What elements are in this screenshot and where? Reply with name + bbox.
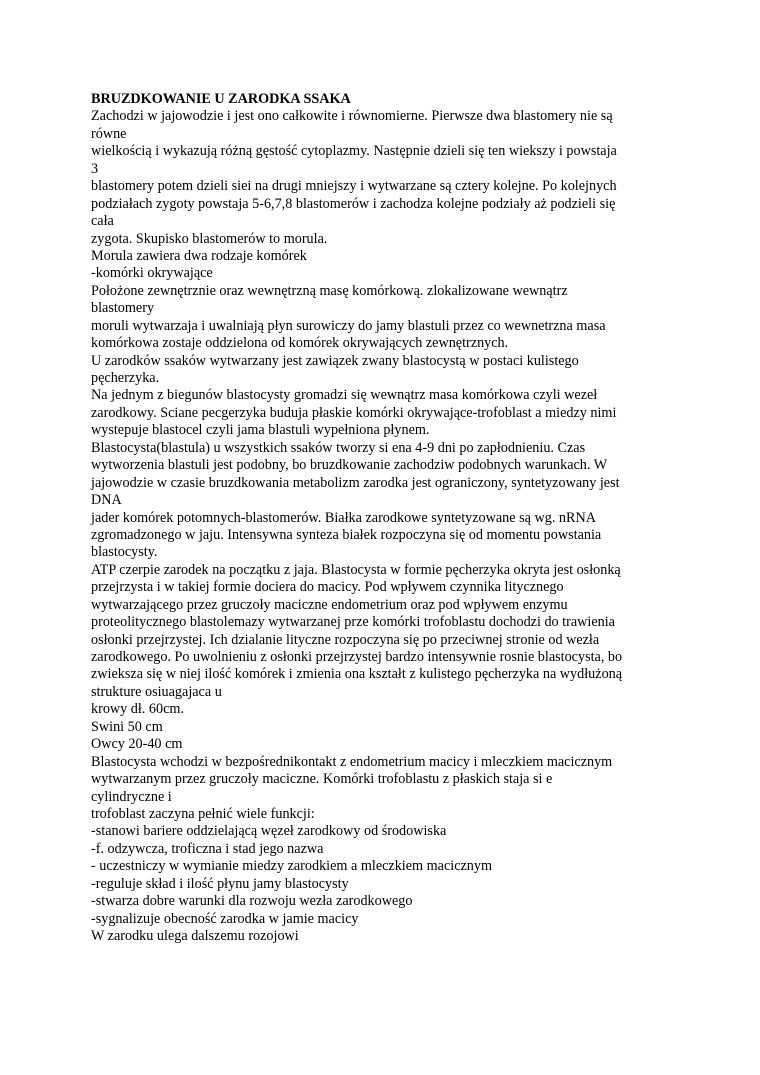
text-line: -sygnalizuje obecność zarodka w jamie macicy: [91, 910, 359, 927]
text-line: komórkowa zostaje oddzielona od komórek okrywających zewnętrznych.: [91, 335, 509, 352]
text-line: W zarodku ulega dalszemu rozojowi: [91, 928, 299, 944]
text-line: Swini 50 cm: [91, 718, 163, 735]
text-line: blastocysty.: [91, 544, 158, 561]
text-line: Na jednym z biegunów blastocysty gromadzi się wewnątrz masa komórkowa czyli wezeł: [91, 387, 598, 404]
text-line: trofoblast zaczyna pełnić wiele funkcji:: [91, 805, 315, 822]
text-line: -stwarza dobre warunki dla rozwoju wezła zarodkowego: [91, 893, 413, 910]
text-line: proteolitycznego blastolemazy wytwarzanej prze komórki trofoblastu dochodzi do trawienia: [91, 614, 615, 631]
text-line: moruli wytwarzaja i uwalniają płyn surowiczy do jamy blastuli przez co wewnetrzna masa: [91, 317, 606, 334]
text-line: Morula zawiera dwa rodzaje komórek: [91, 247, 307, 264]
text-line: Blastocysta(blastula) u wszystkich ssaków tworzy si ena 4-9 dni po zapłodnieniu. Czas: [91, 439, 586, 456]
text-line: zarodkowego. Po uwolnieniu z osłonki przejrzystej bardzo intensywnie rosnie blastocysta, bo: [91, 649, 623, 665]
text-line: Owcy 20-40 cm: [91, 736, 183, 753]
document-title: BRUZDKOWANIE U ZARODKA SSAKA: [91, 91, 351, 107]
body-text: [91, 108, 671, 945]
text-line: wielkością i wykazują różną gęstość cytoplazmy. Następnie dzieli się ten wiekszy i powstaja: [91, 143, 617, 160]
text-line: podziałach zygoty powstaja 5-6,7,8 blastomerów i zachodza kolejne podziały aż podzieli się: [91, 195, 616, 212]
text-line: przejrzysta i w takiej formie dociera do macicy. Pod wpływem czynnika litycznego: [91, 579, 564, 596]
text-line: zwieksza się w niej ilość komórek i zmienia ona kształt z kulistego pęcherzyka na wydłużoną: [91, 666, 623, 683]
text-line: jader komórek potomnych-blastomerów. Białka zarodkowe syntetyzowane są wg. nRNA: [91, 509, 596, 526]
text-line: -stanowi bariere oddzielającą węzeł zarodkowy od środowiska: [91, 823, 447, 840]
text-line: strukture osiuagajaca u: [91, 683, 222, 700]
text-line: ATP czerpie zarodek na początku z jaja. Blastocysta w formie pęcherzyka okryta jest osłonką: [91, 561, 621, 578]
text-line: wytwarzanym przez gruczoły maciczne. Komórki trofoblastu z płaskich staja si e: [91, 771, 553, 788]
text-line: wytwarzającego przez gruczoły maciczne endometrium oraz pod wpływem enzymu: [91, 596, 568, 613]
text-line: cała: [91, 213, 114, 230]
text-line: cylindryczne i: [91, 788, 172, 805]
text-line: Zachodzi w jajowodzie i jest ono całkowite i równomierne. Pierwsze dwa blastomery nie są: [91, 108, 613, 125]
text-line: osłonki przejrzystej. Ich dzialanie lityczne rozpoczyna się po przeciwnej stronie od wezła: [91, 631, 600, 648]
text-line: -komórki okrywające: [91, 265, 213, 282]
text-line: jajowodzie w czasie bruzdkowania metabolizm zarodka jest ograniczony, syntetyzowany jest: [91, 474, 620, 491]
text-line: wystepuje blastocel czyli jama blastuli wypełniona płynem.: [91, 422, 430, 439]
text-line: -reguluje skład i ilość płynu jamy blastocysty: [91, 875, 349, 892]
text-line: -f. odzywcza, troficzna i stad jego nazwa: [91, 840, 324, 857]
text-line: pęcherzyka.: [91, 370, 160, 386]
text-line: zgromadzonego w jaju. Intensywna synteza białek rozpoczyna się od momentu powstania: [91, 526, 602, 543]
text-line: - uczestniczy w wymianie miedzy zarodkiem a mleczkiem macicznym: [91, 858, 493, 875]
text-line: równe: [91, 125, 127, 142]
text-line: blastomery: [91, 300, 155, 317]
text-line: wytworzenia blastuli jest podobny, bo bruzdkowanie zachodziw podobnych warunkach. W: [91, 457, 608, 474]
text-line: zarodkowy. Sciane pecgerzyka buduja płaskie komórki okrywające-trofoblast a miedzy nimi: [91, 404, 617, 421]
text-line: Położone zewnętrznie oraz wewnętrzną masę komórkową. zlokalizowane wewnątrz: [91, 282, 568, 299]
text-line: 3: [91, 160, 99, 177]
text-line: zygota. Skupisko blastomerów to morula.: [91, 230, 328, 247]
text-line: blastomery potem dzieli siei na drugi mniejszy i wytwarzane są cztery kolejne. Po kolejnych: [91, 178, 617, 195]
text-line: Blastocysta wchodzi w bezpośrednikontakt z endometrium macicy i mleczkiem macicznym: [91, 753, 613, 770]
text-line: DNA: [91, 492, 122, 509]
text-line: krowy dł. 60cm.: [91, 701, 184, 718]
document-body: [91, 91, 671, 945]
text-line: U zarodków ssaków wytwarzany jest zawiązek zwany blastocystą w postaci kulistego: [91, 352, 579, 369]
